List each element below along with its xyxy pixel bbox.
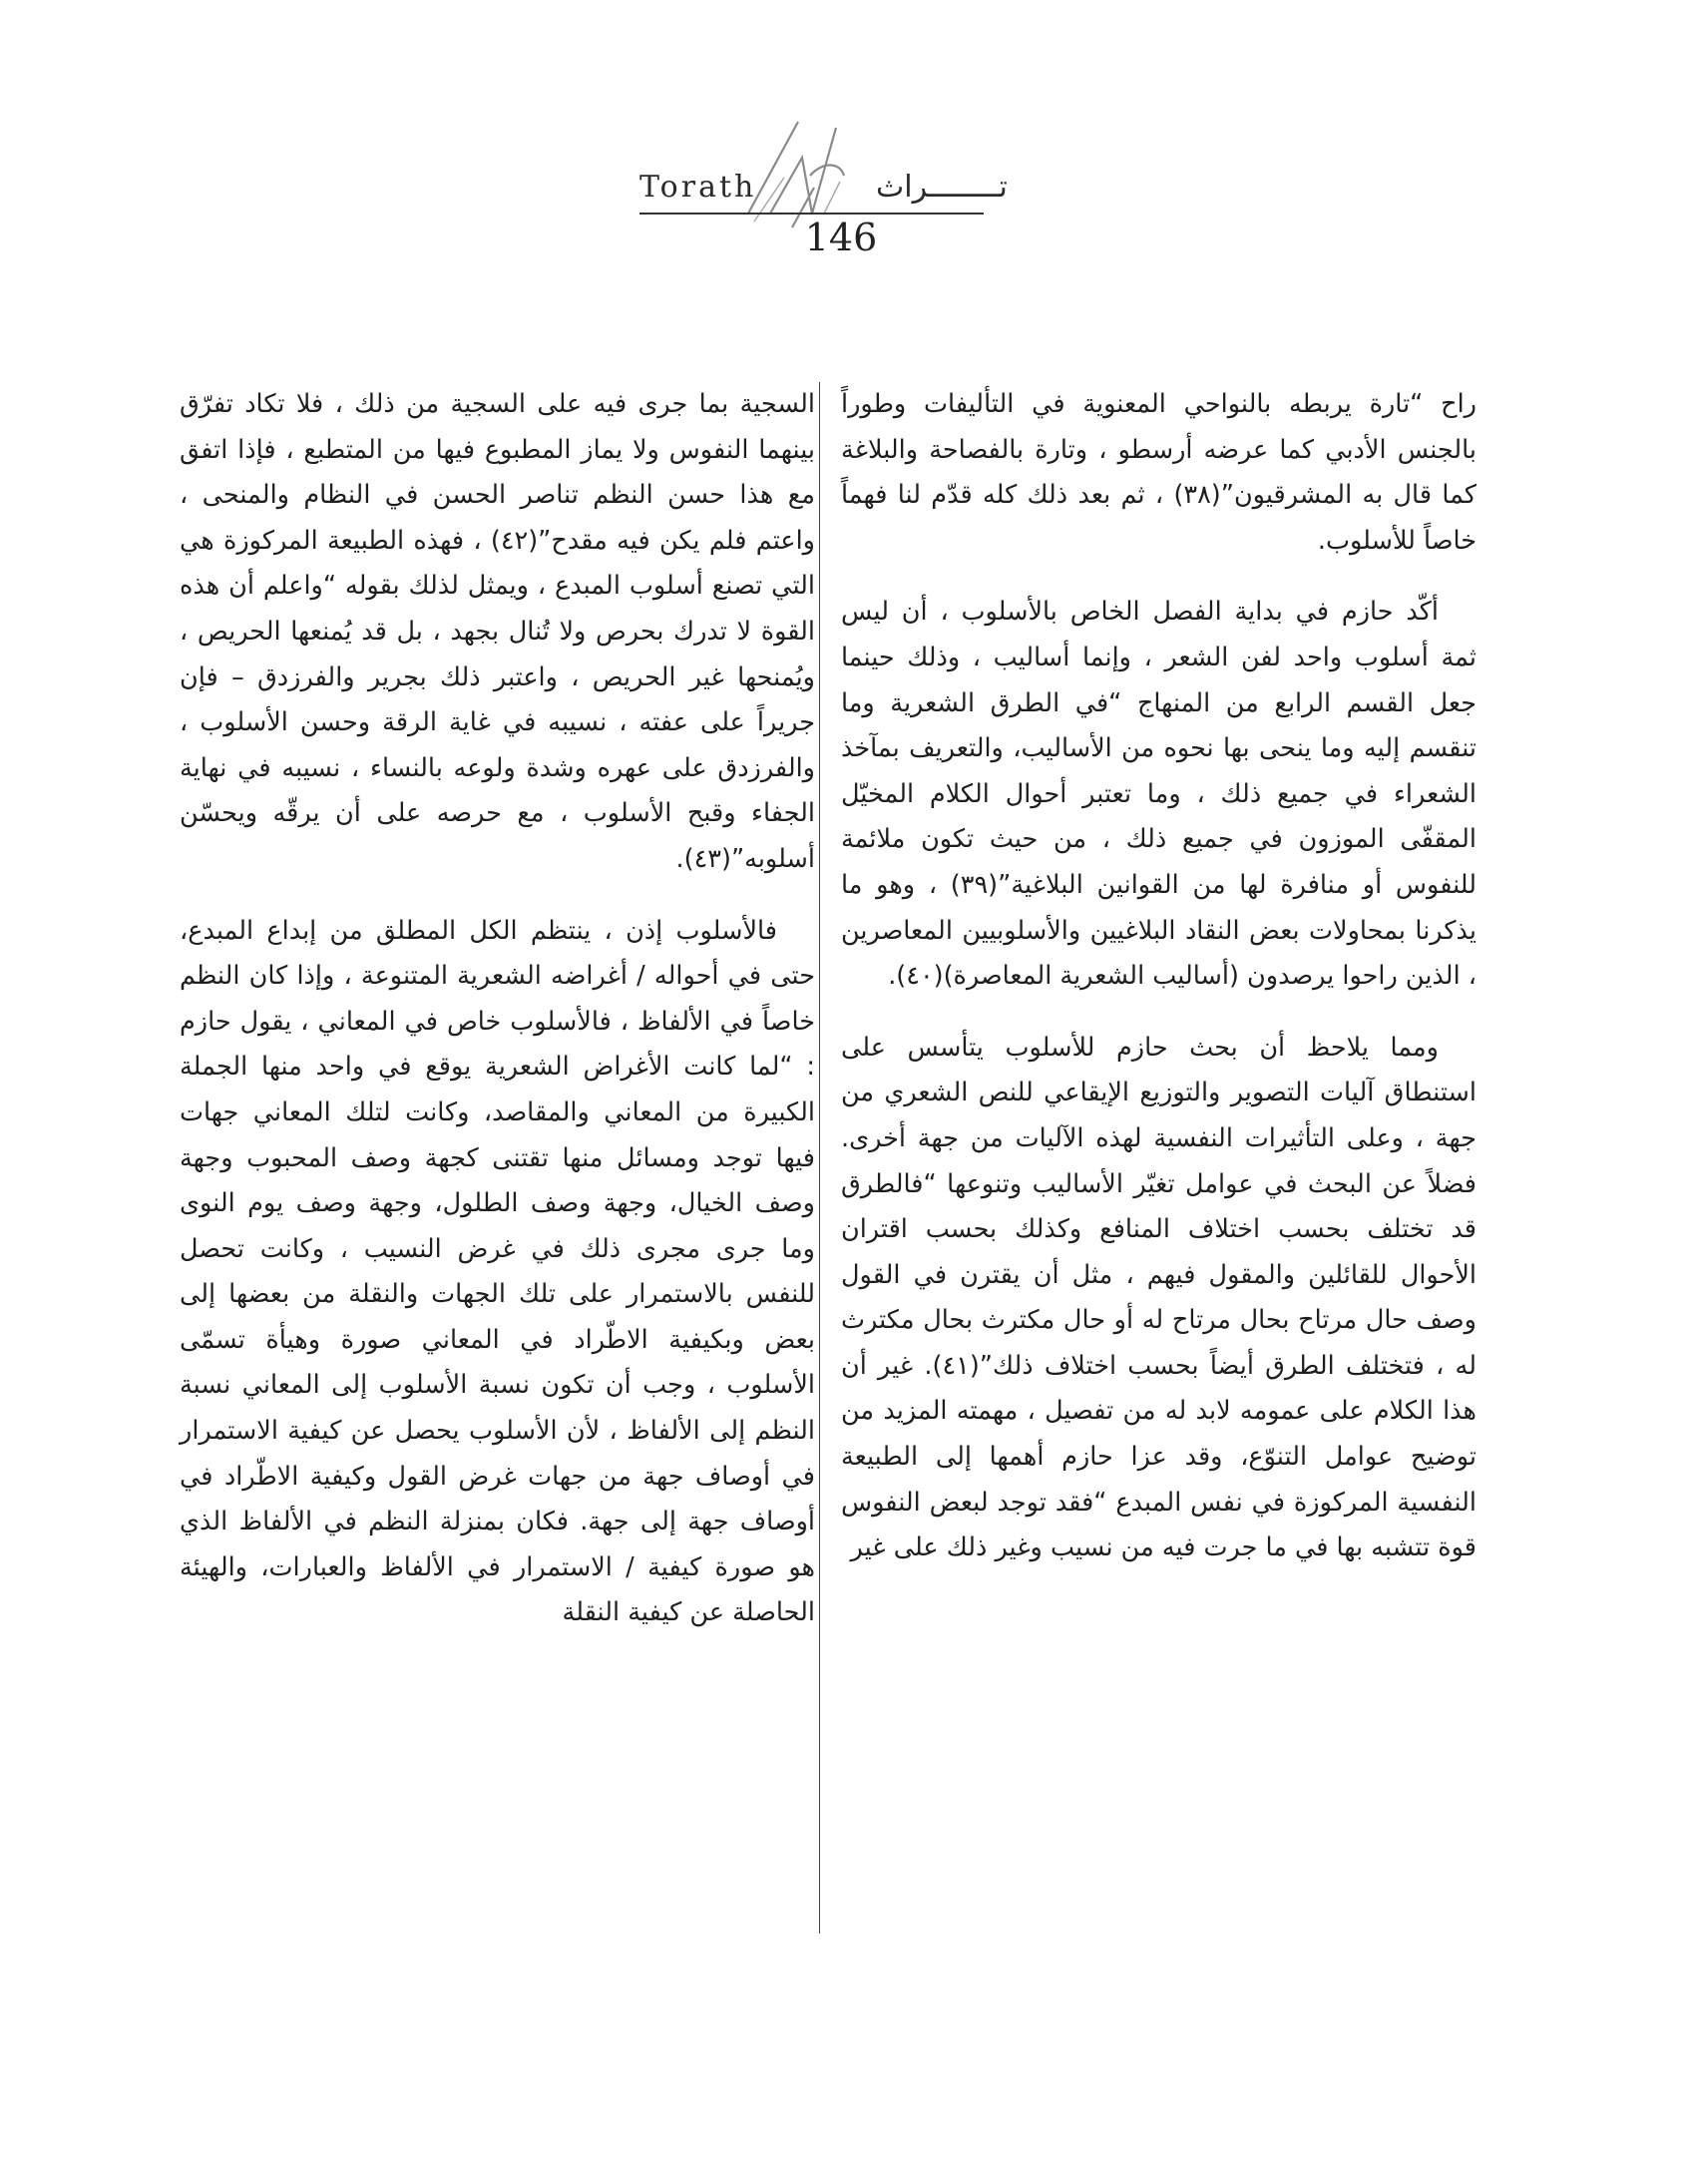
right-column xyxy=(841,382,1476,1597)
page-number: 146 xyxy=(804,216,878,259)
page-header xyxy=(0,118,1682,267)
journal-title-arabic: تــــــــراث xyxy=(876,170,1008,205)
paragraph: السجية بما جرى فيه على السجية من ذلك ، فلا تكاد تفرّق بينهما النفوس ولا يماز المطبوع فيها من المتطبع ، فإذا اتفق مع هذا حسن النظم تناصر الحسن في النظام والمنحى ، واعتم فلم يكن فيه مقدح”(٤٢) ، فهذه الطبيعة المركوزة هي التي تصنع أسلوب المبدع ، ويمثل لذلك بقوله “واعلم أن هذه القوة لا تدرك بحرص ولا تُنال بجهد ، بل قد يُمنعها الحريص ، ويُمنحها غير الحريص ، واعتبر ذلك بجرير والفرزدق – فإن جريراً على عفته ، نسيبه في غاية الرقة وحسن الأسلوب ، والفرزدق على عهره وشدة ولوعه بالنساء ، نسيبه في نهاية الجفاء وقبح الأسلوب ، مع حرصه على أن يرقّه ويحسّن أسلوبه”(٤٣). xyxy=(180,389,815,874)
header-rule xyxy=(639,213,984,215)
journal-title-latin: Torath xyxy=(639,170,757,205)
left-column xyxy=(180,382,815,1662)
paragraph: راح “تارة يربطه بالنواحي المعنوية في التأليفات وطوراً بالجنس الأدبي كما عرضه أرسطو ، وتارة بالفصاحة والبلاغة كما قال به المشرقيون”(٣٨) ، ثم بعد ذلك كله قدّم لنا فهماً خاصاً للأسلوب. xyxy=(841,389,1476,556)
paragraph: أكّد حازم في بداية الفصل الخاص بالأسلوب ، أن ليس ثمة أسلوب واحد لفن الشعر ، وإنما أساليب ، وذلك حينما جعل القسم الرابع من المنهاج “في الطرق الشعرية وما تنقسم إليه وما ينحى بها نحوه من الأساليب، والتعريف بمآخذ الشعراء في جميع ذلك ، وما تعتبر أحوال الكلام المخيّل المقفّى الموزون في جميع ذلك ، من حيث تكون ملائمة للنفوس أو منافرة لها من القوانين البلاغية”(٣٩) ، وهو ما يذكرنا بمحاولات بعض النقاد البلاغيين والأسلوبيين المعاصرين ، الذين راحوا يرصدون (أساليب الشعرية المعاصرة)(٤٠). xyxy=(841,597,1477,992)
column-divider xyxy=(819,382,820,1934)
paragraph: ومما يلاحظ أن بحث حازم للأسلوب يتأسس على استنطاق آليات التصوير والتوزيع الإيقاعي للنص الشعري من جهة ، وعلى التأثيرات النفسية لهذه الآليات من جهة أخرى. فضلاً عن البحث في عوامل تغيّر الأساليب وتنوعها “فالطرق قد تختلف بحسب اختلاف المنافع وكذلك بحسب اقتران الأحوال للقائلين والمقول فيهم ، مثل أن يقترن في القول وصف حال مرتاح بحال مرتاح له أو حال مكترث بحال مكترث له ، فتختلف الطرق أيضاً بحسب اختلاف ذلك”(٤١). غير أن هذا الكلام على عمومه لابد له من تفصيل ، مهمته المزيد من توضيح عوامل التنوّع، وقد عزا حازم أهمها إلى الطبيعة النفسية المركوزة في نفس المبدع “فقد توجد لبعض النفوس قوة تتشبه بها في ما جرت فيه من نسيب وغير ذلك على غير xyxy=(841,1032,1476,1563)
paragraph: فالأسلوب إذن ، ينتظم الكل المطلق من إبداع المبدع، حتى في أحواله / أغراضه الشعرية المتنوعة ، وإذا كان النظم خاصاً في الألفاظ ، فالأسلوب خاص في المعاني ، يقول حازم : “لما كانت الأغراض الشعرية يوقع في واحد منها الجملة الكبيرة من المعاني والمقاصد، وكانت لتلك المعاني جهات فيها توجد ومسائل منها تقتنى كجهة وصف المحبوب وجهة وصف الخيال، وجهة وصف الطلول، وجهة وصف يوم النوى وما جرى مجرى ذلك في غرض النسيب ، وكانت تحصل للنفس بالاستمرار على تلك الجهات والنقلة من بعضها إلى بعض وبكيفية الاطّراد في المعاني صورة وهيأة تسمّى الأسلوب ، وجب أن تكون نسبة الأسلوب إلى المعاني نسبة النظم إلى الألفاظ ، لأن الأسلوب يحصل عن كيفية الاستمرار في أوصاف جهة من جهات غرض القول وكيفية الاطّراد في أوصاف جهة إلى جهة. فكان بمنزلة النظم في الألفاظ الذي هو صورة كيفية / الاستمرار في الألفاظ والعبارات، والهيئة الحاصلة عن كيفية النقلة xyxy=(180,915,815,1628)
